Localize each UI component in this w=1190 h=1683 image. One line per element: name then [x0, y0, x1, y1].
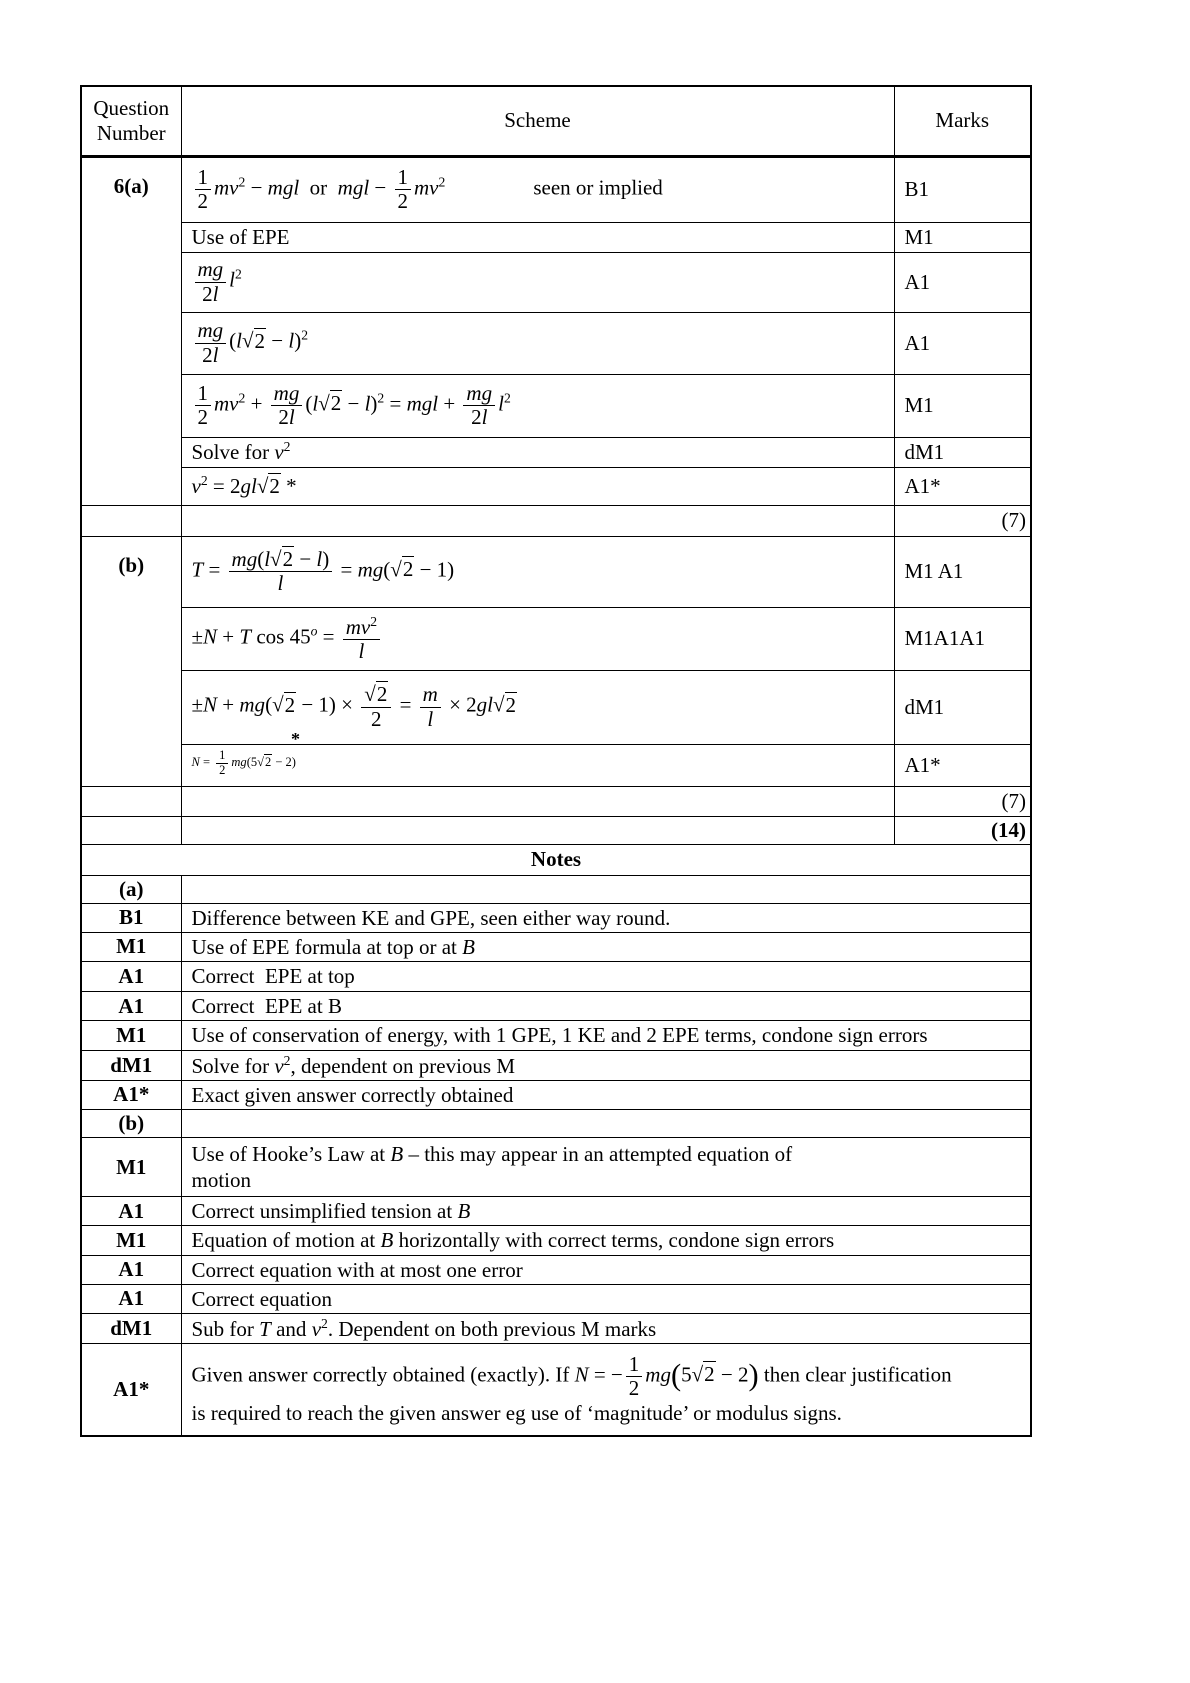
- note-mark: M1: [81, 932, 181, 961]
- scheme-row: [81, 437, 1031, 467]
- empty-cell: [181, 505, 894, 536]
- note-text: Use of Hooke’s Law at B – this may appear in an attempted equation of motion: [181, 1138, 1031, 1197]
- note-row: [81, 1197, 1031, 1226]
- scheme-cell: $\frac{1}{2}$ $mv^2$ + $\frac{mg}{2l}$ $(l√2 - l)^2$ = mgl + $\frac{mg}{2l}$ $l^2$: [181, 374, 894, 437]
- note-row: [81, 1050, 1031, 1080]
- mark-scheme-table: [80, 85, 1032, 1437]
- note-text: Solve for $v^2$, dependent on previous M: [181, 1050, 1031, 1080]
- note-text: Sub for T and $v^2$. Dependent on both previous M marks: [181, 1314, 1031, 1344]
- scheme-cell: Use of EPE: [181, 222, 894, 252]
- mark-cell: A1: [894, 252, 1031, 312]
- note-text: Correct unsimplified tension at B: [181, 1197, 1031, 1226]
- scheme-row: [81, 607, 1031, 670]
- note-text: Equation of motion at B horizontally with correct terms, condone sign errors: [181, 1226, 1031, 1255]
- mark-cell: B1: [894, 156, 1031, 222]
- question-total: (14): [894, 816, 1031, 844]
- note-text: Correct equation with at most one error: [181, 1255, 1031, 1284]
- subtotal-b: (7): [894, 786, 1031, 816]
- empty-cell: [81, 816, 181, 844]
- header-marks: Marks: [894, 86, 1031, 156]
- scheme-row: [81, 156, 1031, 222]
- note-mark: dM1: [81, 1050, 181, 1080]
- empty-cell: [181, 816, 894, 844]
- mark-cell: dM1: [894, 670, 1031, 744]
- empty-cell: [81, 505, 181, 536]
- note-mark: A1: [81, 962, 181, 992]
- total-row: [81, 816, 1031, 844]
- header-question-number: Question Number: [81, 86, 181, 156]
- note-text: Correct equation: [181, 1284, 1031, 1313]
- mark-cell: M1: [894, 222, 1031, 252]
- mark-cell: M1A1A1: [894, 607, 1031, 670]
- note-mark: M1: [81, 1226, 181, 1255]
- note-mark: dM1: [81, 1314, 181, 1344]
- note-mark: A1: [81, 1284, 181, 1313]
- note-row: [81, 1138, 1031, 1197]
- note-row: [81, 932, 1031, 961]
- note-row: [81, 1344, 1031, 1436]
- note-text: Correct EPE at top: [181, 962, 1031, 992]
- subtotal-row-a: [81, 505, 1031, 536]
- mark-cell: dM1: [894, 437, 1031, 467]
- note-mark: B1: [81, 903, 181, 932]
- note-row: [81, 1021, 1031, 1050]
- scheme-row: [81, 670, 1031, 744]
- note-text: [181, 1110, 1031, 1138]
- note-text: [181, 875, 1031, 903]
- mark-cell: A1*: [894, 467, 1031, 505]
- note-text: Use of EPE formula at top or at B: [181, 932, 1031, 961]
- note-row: [81, 1080, 1031, 1109]
- note-mark: A1: [81, 1197, 181, 1226]
- note-mark: A1: [81, 992, 181, 1021]
- scheme-cell: ±N + T $\cos 45^o$ = $\frac{mv^2}{l}$: [181, 607, 894, 670]
- scheme-cell: * N = $\frac{1}{2}$ mg(5√2 − 2): [181, 744, 894, 786]
- subtotal-row-b: [81, 786, 1031, 816]
- notes-title: Notes: [81, 844, 1031, 875]
- note-row: [81, 875, 1031, 903]
- note-row: [81, 1284, 1031, 1313]
- scheme-cell: T = $\frac{mg(l√2 - l)}{l}$ = mg(√2 − 1): [181, 536, 894, 607]
- question-label-6a: 6(a): [81, 156, 181, 505]
- note-mark: A1: [81, 1255, 181, 1284]
- question-label-b: (b): [81, 536, 181, 786]
- empty-cell: [181, 786, 894, 816]
- scheme-cell: $v^2 = 2gl√2$ *: [181, 467, 894, 505]
- note-row: [81, 962, 1031, 992]
- scheme-row: [81, 312, 1031, 374]
- note-mark: A1*: [81, 1080, 181, 1109]
- scheme-row: [81, 744, 1031, 786]
- note-row: [81, 903, 1031, 932]
- mark-cell: A1*: [894, 744, 1031, 786]
- note-mark: M1: [81, 1021, 181, 1050]
- note-text: Exact given answer correctly obtained: [181, 1080, 1031, 1109]
- scheme-cell: ±N + mg(√2 − 1) × $\frac{√2}{2}$ = $\frac{m}{l}$ × 2gl√2: [181, 670, 894, 744]
- scheme-cell: $\frac{mg}{2l}$ $(l√2 - l)^2$: [181, 312, 894, 374]
- note-text: Given answer correctly obtained (exactly). If N = − $\frac{1}{2}$ mg(5√2 − 2) then clear justification is required to reach the given answer eg use of ‘magnitude’ or modulus signs.: [181, 1344, 1031, 1436]
- mark-cell: A1: [894, 312, 1031, 374]
- scheme-row: [81, 374, 1031, 437]
- note-row: [81, 1226, 1031, 1255]
- scheme-row: [81, 467, 1031, 505]
- empty-cell: [81, 786, 181, 816]
- note-text: Difference between KE and GPE, seen either way round.: [181, 903, 1031, 932]
- note-mark: (b): [81, 1110, 181, 1138]
- subtotal-a: (7): [894, 505, 1031, 536]
- table-header-row: [81, 86, 1031, 156]
- note-row: [81, 1314, 1031, 1344]
- scheme-row: [81, 536, 1031, 607]
- header-scheme: Scheme: [181, 86, 894, 156]
- mark-cell: M1: [894, 374, 1031, 437]
- note-text: Correct EPE at B: [181, 992, 1031, 1021]
- notes-title-row: [81, 844, 1031, 875]
- scheme-cell: $\frac{1}{2}$ $mv^2$ − mgl or mgl − $\frac{1}{2}$ $mv^2$ seen or implied: [181, 156, 894, 222]
- scheme-cell: $\frac{mg}{2l}$ $l^2$: [181, 252, 894, 312]
- scheme-cell: Solve for $v^2$: [181, 437, 894, 467]
- note-row: [81, 1255, 1031, 1284]
- note-row: [81, 992, 1031, 1021]
- mark-cell: M1 A1: [894, 536, 1031, 607]
- scheme-row: [81, 222, 1031, 252]
- note-mark: A1*: [81, 1344, 181, 1436]
- note-mark: M1: [81, 1138, 181, 1197]
- note-row: [81, 1110, 1031, 1138]
- scheme-row: [81, 252, 1031, 312]
- note-text: Use of conservation of energy, with 1 GPE, 1 KE and 2 EPE terms, condone sign errors: [181, 1021, 1031, 1050]
- note-mark: (a): [81, 875, 181, 903]
